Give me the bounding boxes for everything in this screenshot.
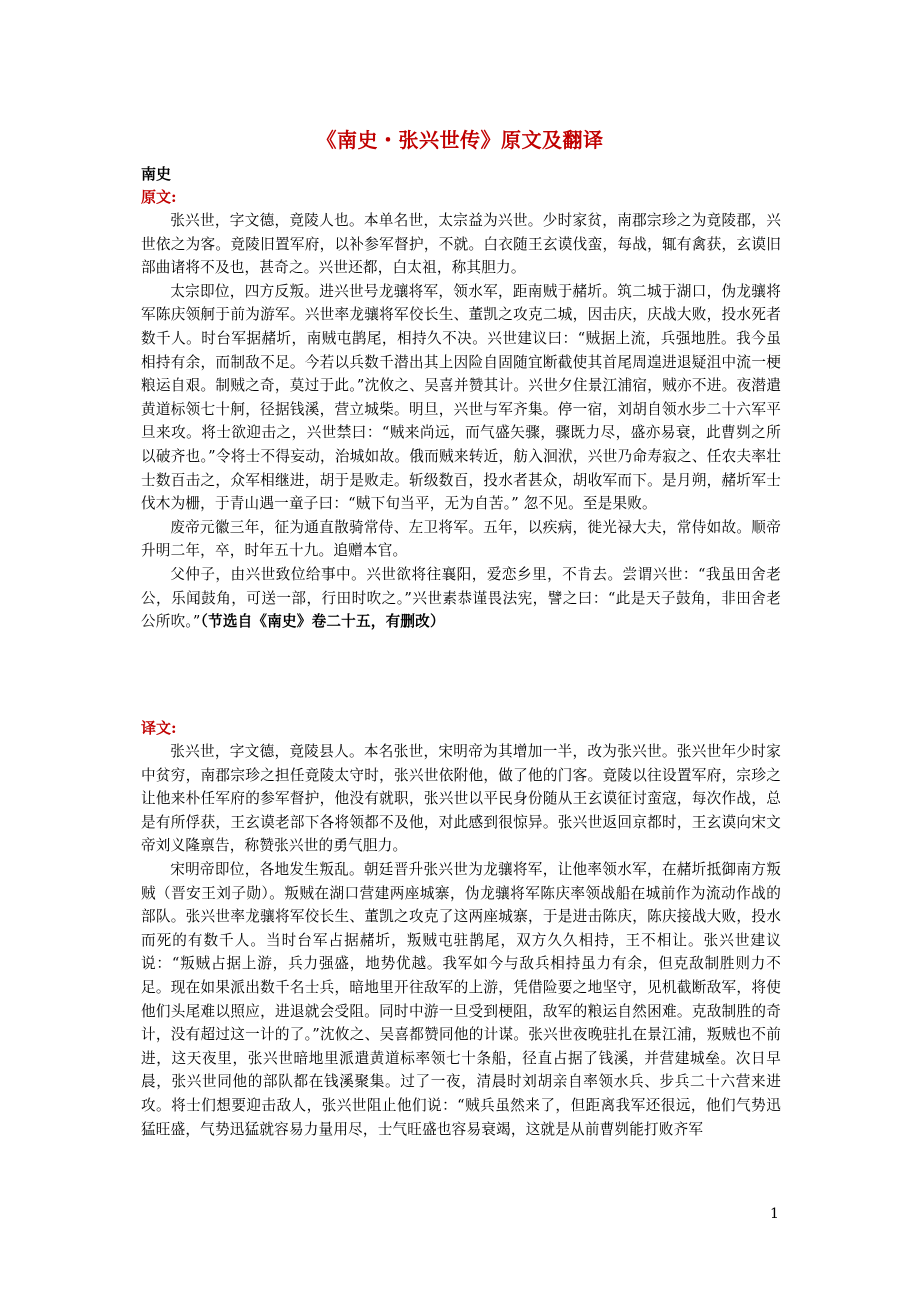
source-note: （节选自《南史》卷二十五，有删改） — [200, 613, 445, 631]
original-paragraph-text: 父仲子，由兴世致位给事中。兴世欲将往襄阳，爱恋乡里，不肯去。尝谓兴世：“我虽田舍老公，乐闻鼓角，可送一部，行田时吹之。”兴世素恭谨畏法宪，譬之曰：“此是天子鼓角，非田舍老公所吹。” — [141, 565, 781, 631]
original-paragraph: 张兴世，字文德，竟陵人也。本单名世，太宗益为兴世。少时家贫，南郡宗珍之为竟陵郡，兴世依之为客。竟陵旧置军府，以补参军督护，不就。白衣随王玄谟伐蛮，每战，辄有禽获，玄谟旧部曲诸将不及也，甚奇之。兴世还都，白太祖，称其胆力。 — [141, 212, 781, 277]
page-number: 1 — [770, 1206, 779, 1222]
original-paragraph: 废帝元徽三年，征为通直散骑常侍、左卫将军。五年，以疾病，徙光禄大夫，常侍如故。顺帝升明二年，卒，时年五十九。追赠本官。 — [141, 518, 781, 560]
original-text-block — [141, 209, 781, 634]
translation-paragraph: 张兴世，字文德，竟陵县人。本名张世，宋明帝为其增加一半，改为张兴世。张兴世年少时家中贫穷，南郡宗珍之担任竟陵太守时，张兴世依附他，做了他的门客。竟陵以往设置军府，宗珍之让他来朴任军府的参军督护，他没有就职，张兴世以平民身份随从王玄谟征讨蛮寇，每次作战，总是有所俘获，王玄谟老部下各将领都不及他，对此感到很惊异。张兴世返回京都时，王玄谟向宋文帝刘义隆禀告，称赞张兴世的勇气胆力。 — [141, 743, 781, 855]
document-title: 《南史・张兴世传》原文及翻译 — [316, 128, 604, 152]
book-name: 南史 — [141, 165, 172, 183]
original-text-label: 原文: — [141, 188, 177, 206]
original-paragraph: 太宗即位，四方反叛。进兴世号龙骧将军，领水军，距南贼于赭圻。筑二城于湖口，伪龙骧将军陈庆领舸于前为游军。兴世率龙骧将军佼长生、董凯之攻克二城，因击庆，庆战大败，投水死者数千人。时台军据赭圻，南贼屯鹊尾，相持久不决。兴世建议曰：“贼据上流，兵强地胜。我今虽相持有余，而制敌不足。今若以兵数千潜出其上因险自固随宜断截使其首尾周遑进退疑沮中流一梗粮运自艰。制贼之奇，莫过于此。”沈攸之、吴喜并赞其计。兴世夕住景江浦宿，贼亦不进。夜潜遣黄道标领七十舸，径据钱溪，营立城柴。明旦，兴世与军齐集。停一宿，刘胡自领水步二十六军平旦来攻。将士欲迎击之，兴世禁曰：“贼来尚远，而气盛矢骤，骤既力尽，盛亦易衰，此曹刿之所以破齐也。”令将士不得妄动，治城如故。俄而贼来转近，舫入洄洑，兴世乃命寿寂之、任农夫率壮士数百击之，众军相继进，胡于是败走。斩级数百，投水者甚众，胡收军而下。是月朔，赭圻军士伐木为栅，于青山遇一童子曰：“贼下旬当平，无为自苦。” 忽不见。至是果败。 — [141, 282, 781, 513]
translation-paragraph: 宋明帝即位，各地发生叛乱。朝廷晋升张兴世为龙骧将军，让他率领水军，在赭圻抵御南方叛贼（晋安王刘子勋）。叛贼在湖口营建两座城寨，伪龙骧将军陈庆率领战船在城前作为流动作战的部队。张兴世率龙骧将军佼长生、董凯之攻克了这两座城寨，于是进击陈庆，陈庆接战大败，投水而死的有数千人。当时台军占据赭圻，叛贼屯驻鹊尾，双方久久相持，王不相让。张兴世建议说：“叛贼占据上游，兵力强盛，地势优越。我军如今与敌兵相持虽力有余，但克敌制胜则力不足。现在如果派出数千名士兵，暗地里开往敌军的上游，凭借险要之地坚守，见机截断敌军，将使他们头尾难以照应，进退就会受阻。同时中游一旦受到梗阻，敌军的粮运自然困难。克敌制胜的奇计，没有超过这一计的了。”沈攸之、吴喜都赞同他的计谋。张兴世夜晚驻扎在景江浦，叛贼也不前进，这天夜里，张兴世暗地里派遣黄道标率领七十条船，径直占据了钱溪，并营建城垒。次日早晨，张兴世同他的部队都在钱溪聚集。过了一夜，清晨时刘胡亲自率领水兵、步兵二十六营来进攻。将士们想要迎击敌人，张兴世阻止他们说：“贼兵虽然来了，但距离我军还很远，他们气势迅猛旺盛，气势迅猛就容易力量用尽，士气旺盛也容易衰竭，这就是从前曹刿能打败齐军 — [141, 860, 781, 1138]
original-paragraph — [141, 563, 781, 634]
translation-label: 译文: — [141, 719, 177, 737]
translation-text-block — [141, 740, 781, 1141]
